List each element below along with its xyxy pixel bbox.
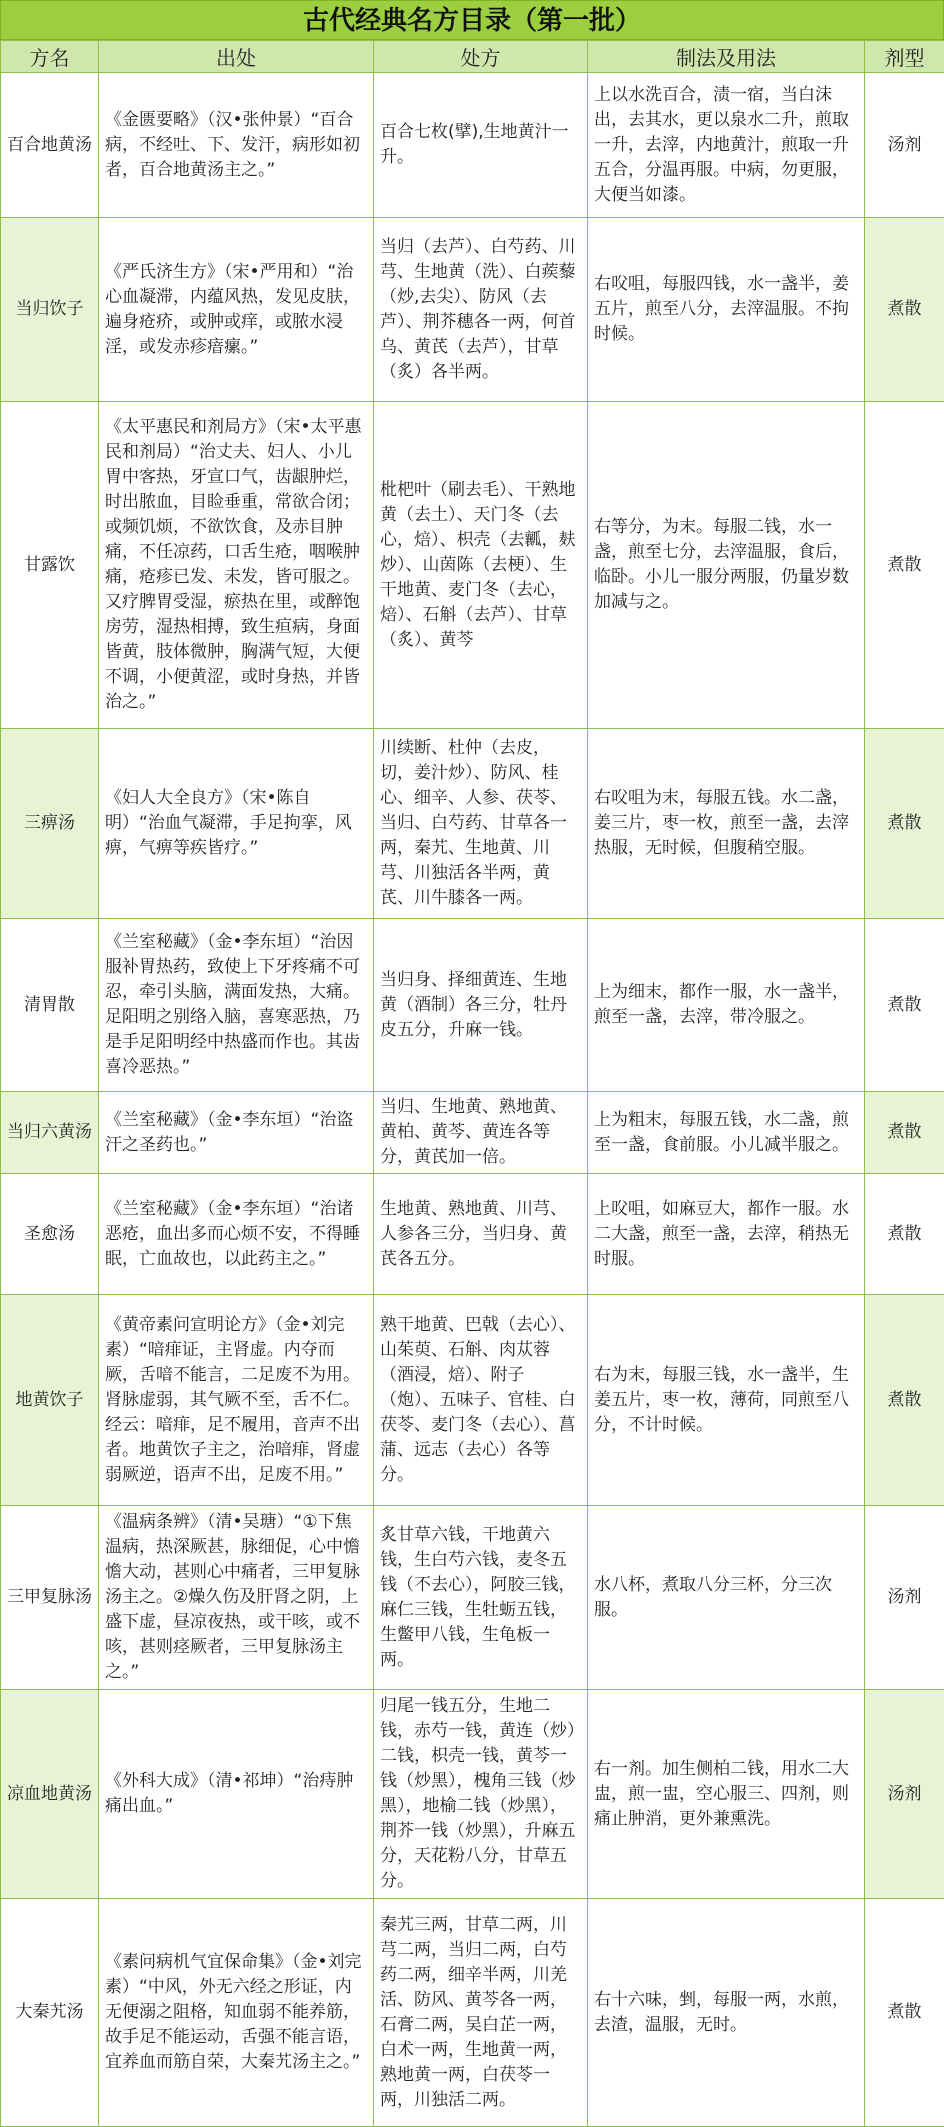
formula-name: 甘露饮 [1,402,99,729]
formula-method: 右十六味，剉，每服一两，水煎，去渣，温服，无时。 [588,1899,865,2127]
header-row [1,41,944,73]
formula-source: 《温病条辨》（清•吴瑭）“①下焦温病，热深厥甚，脉细促，心中憺憺大动，甚则心中痛者，三甲复脉汤主之。②燥久伤及肝肾之阴，上盛下虚，昼凉夜热，或干咳，或不咳，甚则痉厥者，三甲复脉汤主之。” [99,1506,374,1690]
formula-recipe: 熟干地黄、巴戟（去心）、山茱萸、石斛、肉苁蓉（酒浸，焙）、附子（炮）、五味子、官桂、白茯苓、麦门冬（去心）、菖蒲、远志（去心）各等分。 [374,1295,588,1506]
formula-source: 《金匮要略》（汉•张仲景）“百合病，不经吐、下、发汗，病形如初者，百合地黄汤主之。” [99,73,374,218]
header-source: 出处 [99,41,374,73]
formula-source: 《兰室秘藏》（金•李东垣）“治诸恶疮，血出多而心烦不安，不得睡眠，亡血故也，以此药主之。” [99,1174,374,1295]
formula-method: 右㕮咀为末，每服五钱。水二盏，姜三片，枣一枚，煎至一盏，去滓热服，无时候，但腹稍空服。 [588,729,865,919]
formula-name: 圣愈汤 [1,1174,99,1295]
formula-recipe: 百合七枚(擘),生地黄汁一升。 [374,73,588,218]
formula-source: 《严氏济生方》（宋•严用和）“治心血凝滞，内蕴风热，发见皮肤，遍身疮疥，或肿或痒，或脓水浸淫，或发赤疹瘖瘰。” [99,218,374,402]
table-row [1,73,944,218]
formula-source: 《外科大成》（清•祁坤）“治痔肿痛出血。” [99,1690,374,1899]
formula-name: 三甲复脉汤 [1,1506,99,1690]
formula-name: 清胃散 [1,919,99,1092]
formula-method: 右为末，每服三钱，水一盏半，生姜五片，枣一枚，薄荷，同煎至八分，不计时候。 [588,1295,865,1506]
formula-type: 汤剂 [865,1690,944,1899]
formula-type: 煮散 [865,218,944,402]
formula-recipe: 生地黄、熟地黄、川芎、人参各三分，当归身、黄芪各五分。 [374,1174,588,1295]
formula-source: 《兰室秘藏》（金•李东垣）“治因服补胃热药，致使上下牙疼痛不可忍，牵引头脑，满面发热，大痛。足阳明之别络入脑，喜寒恶热，乃是手足阳明经中热盛而作也。其齿喜冷恶热。” [99,919,374,1092]
page-title: 古代经典名方目录（第一批） [0,0,944,40]
table-row [1,402,944,729]
formula-method: 水八杯，煮取八分三杯，分三次服。 [588,1506,865,1690]
formula-method: 右一剂。加生侧柏二钱，用水二大盅，煎一盅，空心服三、四剂，则痛止肿消，更外兼熏洗。 [588,1690,865,1899]
table-row [1,1899,944,2127]
formula-source: 《素问病机气宜保命集》（金•刘完素）“中风，外无六经之形证，内无便溺之阻格，知血弱不能养筋，故手足不能运动，舌强不能言语，宜养血而筋自荣，大秦艽汤主之。” [99,1899,374,2127]
formula-type: 煮散 [865,1174,944,1295]
formula-source: 《妇人大全良方》（宋•陈自明）“治血气凝滞，手足拘挛，风痹，气痹等疾皆疗。” [99,729,374,919]
formula-method: 上㕮咀，如麻豆大，都作一服。水二大盏，煎至一盏，去滓，稍热无时服。 [588,1174,865,1295]
formula-type: 煮散 [865,1092,944,1174]
formula-type: 煮散 [865,1899,944,2127]
formula-type: 煮散 [865,919,944,1092]
formula-type: 汤剂 [865,1506,944,1690]
table-row [1,1174,944,1295]
formula-source: 《太平惠民和剂局方》（宋•太平惠民和剂局）“治丈夫、妇人、小儿胃中客热，牙宣口气，齿龈肿烂，时出脓血，目睑垂重，常欲合闭；或频饥烦，不欲饮食，及赤目肿痛，不任凉药，口舌生疮，咽喉肿痛，疮疹已发、未发，皆可服之。又疗脾胃受湿，瘀热在里，或醉饱房劳，湿热相搏，致生疸病，身面皆黄，肢体微肿，胸满气短，大便不调，小便黄涩，或时身热，并皆治之。” [99,402,374,729]
header-recipe: 处方 [374,41,588,73]
formula-name: 当归饮子 [1,218,99,402]
formula-name: 三痹汤 [1,729,99,919]
table-row [1,1506,944,1690]
formula-recipe: 当归身、择细黄连、生地黄（酒制）各三分，牡丹皮五分，升麻一钱。 [374,919,588,1092]
formula-type: 煮散 [865,729,944,919]
formula-name: 大秦艽汤 [1,1899,99,2127]
formula-recipe: 当归（去芦）、白芍药、川芎、生地黄（洗）、白蒺藜（炒,去尖）、防风（去芦）、荆芥穗各一两，何首乌、黄芪（去芦），甘草（炙）各半两。 [374,218,588,402]
header-method: 制法及用法 [588,41,865,73]
formula-method: 右等分，为末。每服二钱，水一盏，煎至七分，去滓温服，食后，临卧。小儿一服分两服，仍量岁数加减与之。 [588,402,865,729]
formula-recipe: 炙甘草六钱，干地黄六钱，生白芍六钱，麦冬五钱（不去心），阿胶三钱，麻仁三钱，生牡蛎五钱，生鳖甲八钱，生龟板一两。 [374,1506,588,1690]
formula-method: 上以水洗百合，渍一宿，当白沫出，去其水，更以泉水二升，煎取一升，去滓，内地黄汁，煎取一升五合，分温再服。中病，勿更服，大便当如漆。 [588,73,865,218]
formula-recipe: 秦艽三两，甘草二两，川芎二两，当归二两，白芍药二两，细辛半两，川羌活、防风、黄芩各一两，石膏二两，吴白芷一两，白术一两，生地黄一两，熟地黄一两，白茯苓一两，川独活二两。 [374,1899,588,2127]
formula-name: 凉血地黄汤 [1,1690,99,1899]
header-name: 方名 [1,41,99,73]
formula-type: 汤剂 [865,73,944,218]
table-row [1,729,944,919]
formula-method: 上为粗末，每服五钱，水二盏，煎至一盏，食前服。小儿减半服之。 [588,1092,865,1174]
table-row [1,1690,944,1899]
formula-name: 地黄饮子 [1,1295,99,1506]
formula-source: 《黄帝素问宣明论方》（金•刘完素）“喑痱证，主肾虚。内夺而厥，舌喑不能言，二足废不为用。肾脉虚弱，其气厥不至，舌不仁。经云：喑痱，足不履用，音声不出者。地黄饮子主之，治喑痱，肾虚弱厥逆，语声不出，足废不用。” [99,1295,374,1506]
formula-type: 煮散 [865,402,944,729]
formula-source: 《兰室秘藏》（金•李东垣）“治盗汗之圣药也。” [99,1092,374,1174]
formula-name: 百合地黄汤 [1,73,99,218]
table-row [1,218,944,402]
table-row [1,1295,944,1506]
formula-recipe: 川续断、杜仲（去皮，切，姜汁炒）、防风、桂心、细辛、人参、茯苓、当归、白芍药、甘草各一两，秦艽、生地黄、川芎、川独活各半两，黄芪、川牛膝各一两。 [374,729,588,919]
formula-method: 右㕮咀，每服四钱，水一盏半，姜五片，煎至八分，去滓温服。不拘时候。 [588,218,865,402]
formula-recipe: 枇杷叶（刷去毛）、干熟地黄（去土）、天门冬（去心，焙）、枳壳（去瓤，麸炒）、山茵陈（去梗）、生干地黄、麦门冬（去心，焙）、石斛（去芦）、甘草（炙）、黄芩 [374,402,588,729]
formula-name: 当归六黄汤 [1,1092,99,1174]
formula-table [0,40,944,2127]
table-row [1,1092,944,1174]
formula-method: 上为细末，都作一服，水一盏半，煎至一盏，去滓，带冷服之。 [588,919,865,1092]
formula-recipe: 当归、生地黄、熟地黄、黄柏、黄芩、黄连各等分，黄芪加一倍。 [374,1092,588,1174]
header-type: 剂型 [865,41,944,73]
table-row [1,919,944,1092]
formula-type: 煮散 [865,1295,944,1506]
formula-recipe: 归尾一钱五分，生地二钱，赤芍一钱，黄连（炒）二钱，枳壳一钱，黄芩一钱（炒黑），槐角三钱（炒黑），地榆二钱（炒黑），荆芥一钱（炒黑），升麻五分，天花粉八分，甘草五分。 [374,1690,588,1899]
